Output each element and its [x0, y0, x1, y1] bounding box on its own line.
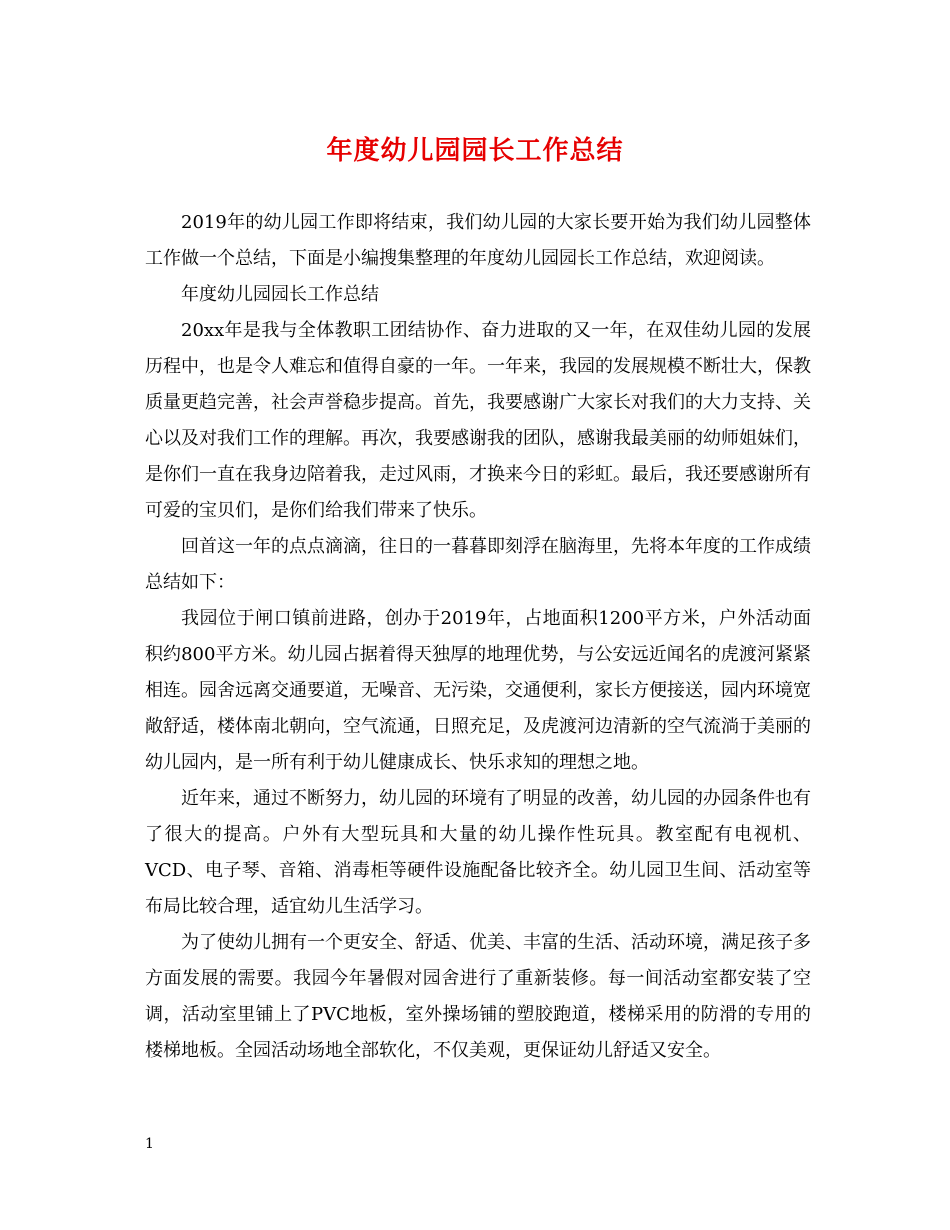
paragraph-thanks: 20xx年是我与全体教职工团结协作、奋力进取的又一年，在双佳幼儿园的发展历程中，也是令人难忘和值得自豪的一年。一年来，我园的发展规模不断壮大，保教质量更趋完善，社会声誉稳步提高。首先，我要感谢广大家长对我们的大力支持、关心以及对我们工作的理解。再次，我要感谢我的团队，感谢我最美丽的幼师姐妹们，是你们一直在我身边陪着我，走过风雨，才换来今日的彩虹。最后，我还要感谢所有可爱的宝贝们，是你们给我们带来了快乐。	[145, 320, 811, 521]
paragraph-facilities: 近年来，通过不断努力，幼儿园的环境有了明显的改善，幼儿园的办园条件也有了很大的提高。户外有大型玩具和大量的幼儿操作性玩具。教室配有电视机、VCD、电子琴、音箱、消毒柜等硬件设施配备比较齐全。幼儿园卫生间、活动室等布局比较合理，适宜幼儿生活学习。	[145, 788, 811, 917]
page-number: 1	[145, 1136, 154, 1152]
paragraph-renovation: 为了使幼儿拥有一个更安全、舒适、优美、丰富的生活、活动环境，满足孩子多方面发展的需要。我园今年暑假对园舍进行了重新装修。每一间活动室都安装了空调，活动室里铺上了PVC地板，室外操场铺的塑胶跑道，楼梯采用的防滑的专用的楼梯地板。全园活动场地全部软化，不仅美观，更保证幼儿舒适又安全。	[145, 932, 811, 1061]
document-title: 年度幼儿园园长工作总结	[326, 136, 624, 166]
document-body	[145, 205, 811, 1069]
paragraph-subtitle: 年度幼儿园园长工作总结	[181, 284, 379, 305]
paragraph-intro: 2019年的幼儿园工作即将结束，我们幼儿园的大家长要开始为我们幼儿园整体工作做一个总结，下面是小编搜集整理的年度幼儿园园长工作总结，欢迎阅读。	[145, 212, 811, 269]
paragraph-review: 回首这一年的点点滴滴，往日的一暮暮即刻浮在脑海里，先将本年度的工作成绩总结如下：	[145, 536, 811, 593]
paragraph-location: 我园位于闸口镇前进路，创办于2019年，占地面积1200平方米，户外活动面积约800平方米。幼儿园占据着得天独厚的地理优势，与公安远近闻名的虎渡河紧紧相连。园舍远离交通要道，无噪音、无污染，交通便利，家长方便接送，园内环境宽敞舒适，楼体南北朝向，空气流通，日照充足，及虎渡河边清新的空气流淌于美丽的幼儿园内，是一所有利于幼儿健康成长、快乐求知的理想之地。	[145, 608, 811, 773]
